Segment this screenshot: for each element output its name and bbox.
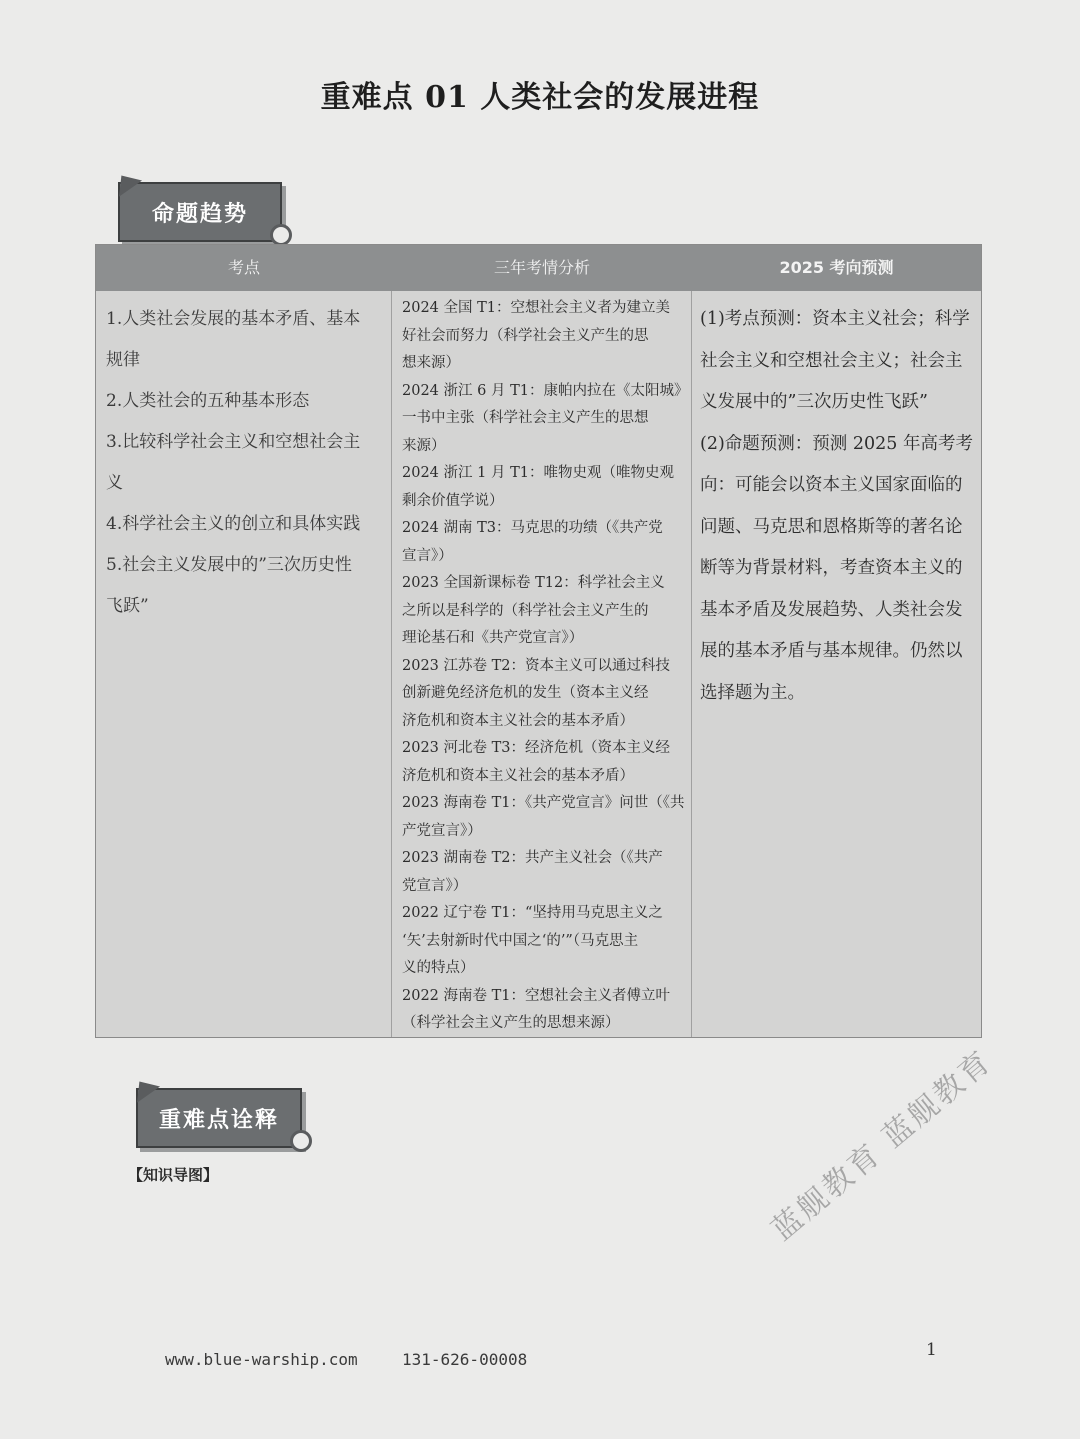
table-line: ‘矢’去射新时代中国之‘的’”（马克思主 [402, 932, 639, 949]
watermark: 蓝舰教育 蓝舰教育 [765, 1043, 1000, 1248]
table-line: 向：可能会以资本主义国家面临的 [700, 475, 963, 495]
header-cell-exam-point: 考点 [227, 258, 260, 277]
table-line: 来源） [402, 437, 446, 454]
table-line: 2023 河北卷 T3：经济危机（资本主义经 [402, 740, 671, 756]
table-line: 义发展中的”三次历史性飞跃” [700, 392, 928, 412]
table-line: 2.人类社会的五种基本形态 [106, 391, 310, 411]
ring-icon [270, 224, 292, 246]
table-line: 选择题为主。 [700, 682, 805, 703]
flag-icon [128, 1073, 160, 1102]
header-cell-2025-forecast: 2025 考向预测 [779, 258, 894, 277]
table-line: 之所以是科学的（科学社会主义产生的 [402, 602, 649, 619]
table-line: 2024 浙江 6 月 T1：康帕内拉在《太阳城》 [402, 382, 689, 399]
table-line: (1)考点预测：资本主义社会；科学 [700, 309, 970, 329]
table-line: 党宣言》） [402, 877, 468, 894]
table-line: 基本矛盾及发展趋势、人类社会发 [700, 599, 963, 620]
table-line: 2023 江苏卷 T2：资本主义可以通过科技 [402, 657, 671, 674]
table-line: (2)命题预测：预测 2025 年高考考 [700, 433, 973, 454]
table-line: 产党宣言》） [402, 822, 482, 839]
table-line: 义的特点） [402, 960, 475, 976]
section-badge-label: 命题趋势 [151, 201, 248, 227]
knowledge-map-label: 【知识导图】 [128, 1166, 219, 1184]
table-line: 1.人类社会发展的基本矛盾、基本 [106, 309, 361, 329]
table-line: 济危机和资本主义社会的基本矛盾） [402, 767, 634, 784]
table-line: 一书中主张（科学社会主义产生的思想 [402, 410, 649, 426]
table-line: 展的基本矛盾与基本规律。仍然以 [700, 641, 963, 661]
column-forecast [692, 291, 981, 1037]
table-line: 创新避免经济危机的发生（资本主义经 [402, 685, 649, 701]
table-line: 4.科学社会主义的创立和具体实践 [106, 514, 361, 534]
table-line: 2023 湖南卷 T2：共产主义社会（《共产 [402, 850, 663, 866]
table-line: 剩余价值学说） [402, 492, 504, 509]
table-line: 义 [106, 473, 123, 493]
flag-icon [110, 167, 142, 196]
trend-table [95, 244, 982, 1038]
section-badge-trend [118, 182, 282, 242]
column-exam-points [96, 291, 392, 1037]
table-line: 宣言》） [402, 547, 453, 564]
table-line: （科学社会主义产生的思想来源） [402, 1015, 620, 1031]
page-number: 1 [926, 1340, 937, 1360]
table-line: 社会主义和空想社会主义；社会主 [700, 350, 963, 371]
table-header [96, 245, 981, 291]
table-line: 飞跃” [106, 596, 149, 616]
table-line: 2024 全国 T1：空想社会主义者为建立美 [402, 300, 671, 316]
footer-phone: 131-626-00008 [402, 1350, 528, 1369]
table-line: 想来源） [402, 355, 460, 371]
table-line: 2024 湖南 T3：马克思的功绩（《共产党 [402, 520, 663, 536]
table-line: 3.比较科学社会主义和空想社会主 [106, 432, 361, 452]
table-line: 2024 浙江 1 月 T1：唯物史观（唯物史观 [402, 465, 674, 481]
footer-url: www.blue-warship.com [165, 1350, 358, 1369]
table-line: 问题、马克思和恩格斯等的著名论 [700, 516, 963, 537]
table-line: 2023 全国新课标卷 T12：科学社会主义 [402, 575, 665, 591]
table-line: 好社会而努力（科学社会主义产生的思 [402, 327, 649, 344]
table-line: 2022 辽宁卷 T1：“坚持用马克思主义之 [402, 905, 663, 921]
table-line: 2022 海南卷 T1：空想社会主义者傅立叶 [402, 987, 671, 1004]
table-line: 济危机和资本主义社会的基本矛盾） [402, 712, 634, 729]
table-line: 2023 海南卷 T1：《共产党宣言》问世（《共 [402, 795, 685, 811]
table-line: 断等为背景材料，考查资本主义的 [700, 558, 963, 578]
section-badge-explain [136, 1088, 302, 1148]
table-line: 理论基石和《共产党宣言》） [402, 630, 584, 646]
table-line: 5.社会主义发展中的”三次历史性 [106, 555, 352, 575]
table-line: 规律 [106, 350, 140, 370]
page-title: 重难点 01 人类社会的发展进程 [320, 80, 760, 115]
ring-icon [290, 1130, 312, 1152]
header-cell-three-year-analysis: 三年考情分析 [493, 258, 590, 277]
column-exam-analysis [392, 291, 692, 1037]
section-badge-label: 重难点诠释 [158, 1107, 279, 1133]
